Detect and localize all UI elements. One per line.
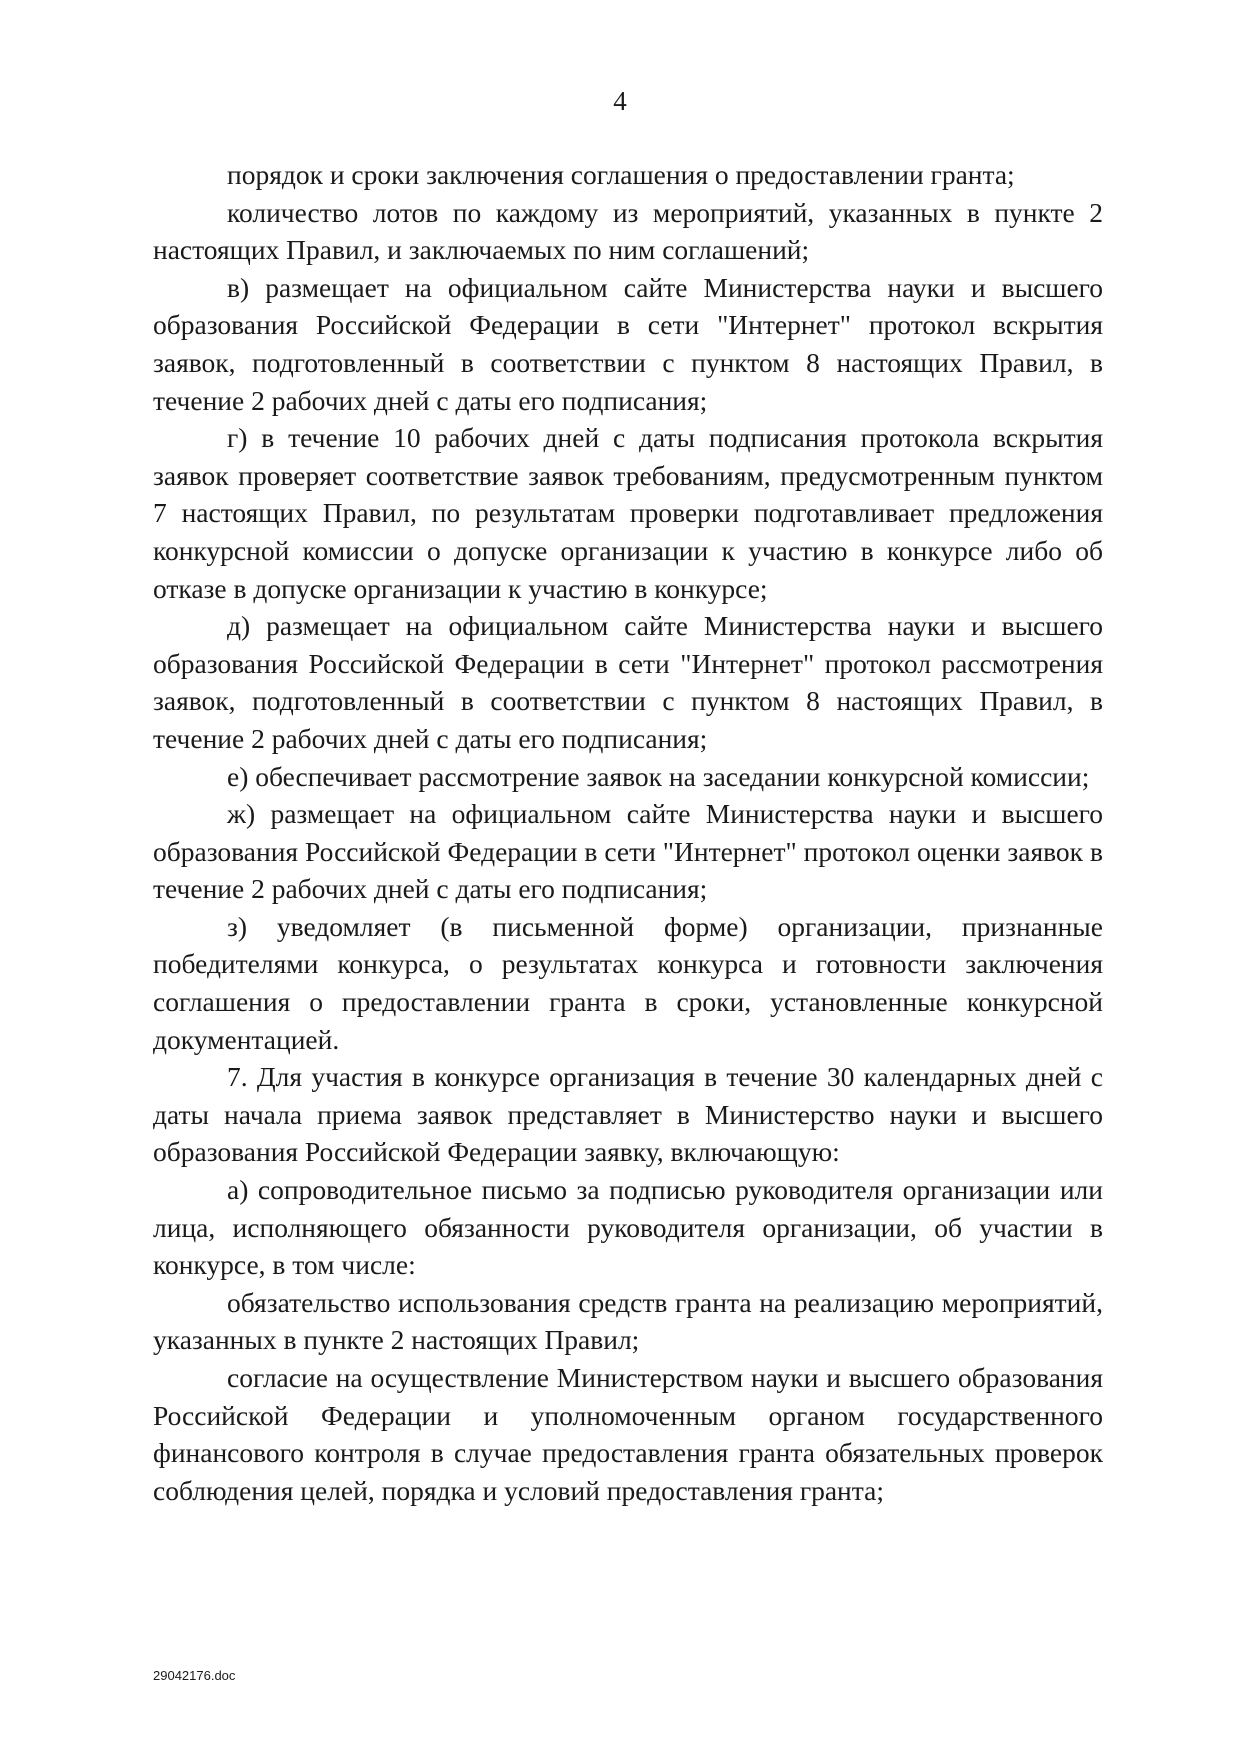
paragraph: а) сопроводительное письмо за подписью руководителя организации или лица, исполняющего обязанности руководителя организации, об участии в конкурсе, в том числе:	[153, 1174, 1103, 1281]
paragraph: 7. Для участия в конкурсе организация в течение 30 календарных дней с даты начала приема заявок представляет в Министерство науки и высшего образования Российской Федерации заявку, включающую:	[153, 1061, 1103, 1168]
paragraph: е) обеспечивает рассмотрение заявок на заседании конкурсной комиссии;	[227, 760, 1090, 792]
paragraph: г) в течение 10 рабочих дней с даты подписания протокола вскрытия заявок проверяет соответствие заявок требованиям, предусмотренным пунктом 7 настоящих Правил, по результатам проверки подготавливает предложения конкурсной комиссии о допуске организации к участию в конкурсе либо об отказе в допуске организации к участию в конкурсе;	[153, 422, 1103, 604]
paragraph: в) размещает на официальном сайте Министерства науки и высшего образования Российской Федерации в сети "Интернет" протокол вскрытия заявок, подготовленный в соответствии с пунктом 8 настоящих Правил, в течение 2 рабочих дней с даты его подписания;	[153, 271, 1103, 416]
paragraph: обязательство использования средств гранта на реализацию мероприятий, указанных в пункте 2 настоящих Правил;	[153, 1286, 1103, 1356]
paragraph: порядок и сроки заключения соглашения о предоставлении гранта;	[227, 159, 1015, 190]
paragraph: д) размещает на официальном сайте Министерства науки и высшего образования Российской Федерации в сети "Интернет" протокол рассмотрения заявок, подготовленный в соответствии с пунктом 8 настоящих Правил, в течение 2 рабочих дней с даты его подписания;	[153, 610, 1103, 754]
paragraph: з) уведомляет (в письменной форме) организации, признанные победителями конкурса, о результатах конкурса и готовности заключения соглашения о предоставлении гранта в сроки, установленные конкурсной документацией.	[153, 910, 1103, 1055]
paragraph: согласие на осуществление Министерством науки и высшего образования Российской Федерации и уполномоченным органом государственного финансового контроля в случае предоставления гранта обязательных проверок соблюдения целей, порядка и условий предоставления гранта;	[153, 1362, 1103, 1506]
document-body	[153, 156, 1103, 1509]
paragraph: количество лотов по каждому из мероприятий, указанных в пункте 2 настоящих Правил, и заключаемых по ним соглашений;	[153, 196, 1103, 266]
page-number: 4	[613, 86, 627, 116]
footer-filename: 29042176.doc	[153, 1668, 236, 1683]
paragraph: ж) размещает на официальном сайте Министерства науки и высшего образования Российской Федерации в сети "Интернет" протокол оценки заявок в течение 2 рабочих дней с даты его подписания;	[153, 798, 1103, 905]
